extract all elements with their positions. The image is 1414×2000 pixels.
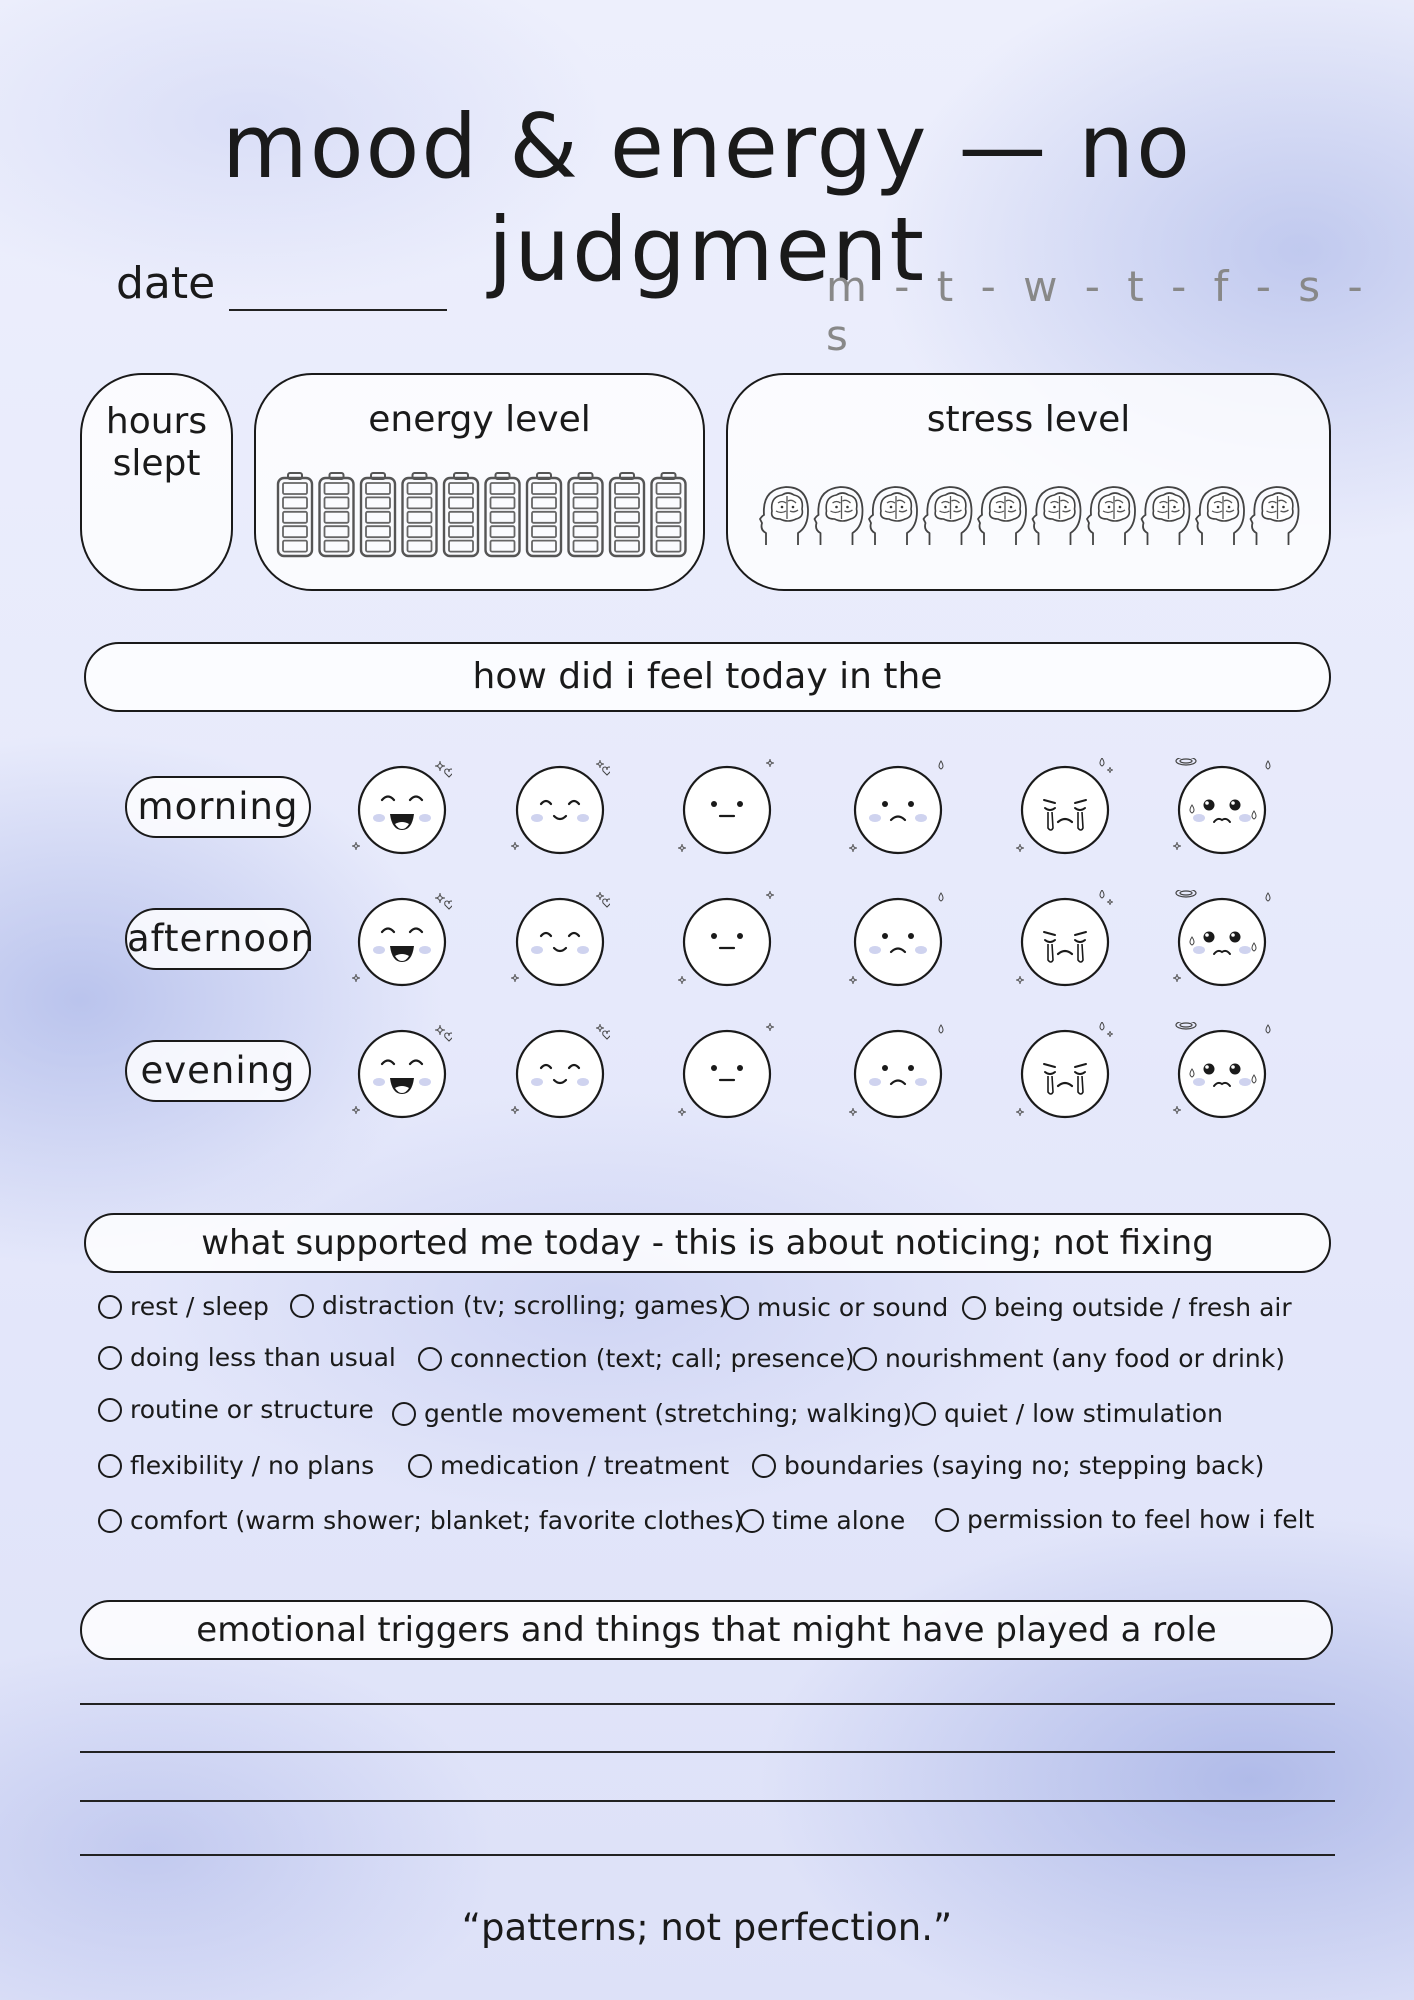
- battery-icon[interactable]: [569, 473, 603, 556]
- brain-head-icon[interactable]: [978, 487, 1026, 545]
- support-checkbox-item[interactable]: [98, 1506, 743, 1535]
- battery-icon[interactable]: [403, 473, 437, 556]
- sad-face-icon[interactable]: [848, 758, 948, 858]
- feel-header-label: how did i feel today in the: [472, 656, 943, 697]
- support-checkbox-item[interactable]: [392, 1399, 912, 1428]
- weekday-selector[interactable]: m - t - w - t - f - s - s: [826, 262, 1370, 360]
- support-item-label: medication / treatment: [440, 1451, 730, 1480]
- support-checkbox-item[interactable]: [98, 1395, 374, 1424]
- support-checkbox-item[interactable]: [98, 1292, 269, 1321]
- feel-header: [84, 642, 1331, 712]
- time-of-day-label: morning: [125, 776, 311, 838]
- brain-head-icon[interactable]: [924, 487, 972, 545]
- checkbox-circle-icon[interactable]: [98, 1398, 122, 1422]
- footer-quote: “patterns; not perfection.”: [461, 1906, 953, 1949]
- support-checkbox-item[interactable]: [98, 1343, 396, 1372]
- stress-level-label: stress level: [926, 399, 1131, 440]
- battery-icon[interactable]: [320, 473, 354, 556]
- battery-icon[interactable]: [444, 473, 478, 556]
- page-title: mood & energy — no judgment: [221, 95, 1192, 301]
- happy-face-icon[interactable]: [510, 758, 610, 858]
- happy-face-icon[interactable]: [510, 1022, 610, 1122]
- anxious-face-icon[interactable]: [1172, 890, 1272, 990]
- date-field[interactable]: [229, 309, 447, 311]
- crying-face-icon[interactable]: [1015, 758, 1115, 858]
- energy-level-label: energy level: [368, 399, 591, 440]
- support-item-label: boundaries (saying no; stepping back): [784, 1451, 1265, 1480]
- checkbox-circle-icon[interactable]: [935, 1508, 959, 1532]
- hours-slept-box[interactable]: [80, 373, 233, 591]
- neutral-face-icon[interactable]: [677, 1022, 777, 1122]
- support-header: [84, 1213, 1331, 1273]
- battery-icon[interactable]: [610, 473, 644, 556]
- sad-face-icon[interactable]: [848, 890, 948, 990]
- writing-line[interactable]: [80, 1854, 1335, 1856]
- energy-battery-row: [276, 471, 688, 559]
- support-item-label: routine or structure: [130, 1395, 374, 1424]
- anxious-face-icon[interactable]: [1172, 758, 1272, 858]
- support-checkbox-item[interactable]: [408, 1451, 729, 1480]
- support-item-label: comfort (warm shower; blanket; favorite clothes): [130, 1506, 744, 1535]
- stress-level-box: [726, 373, 1331, 591]
- checkbox-circle-icon[interactable]: [740, 1509, 764, 1533]
- triggers-header-label: emotional triggers and things that might have played a role: [196, 1610, 1217, 1650]
- checkbox-circle-icon[interactable]: [418, 1347, 442, 1371]
- support-item-label: permission to feel how i felt: [967, 1505, 1315, 1534]
- checkbox-circle-icon[interactable]: [725, 1296, 749, 1320]
- checkbox-circle-icon[interactable]: [392, 1402, 416, 1426]
- checkbox-circle-icon[interactable]: [98, 1295, 122, 1319]
- crying-face-icon[interactable]: [1015, 1022, 1115, 1122]
- checkbox-circle-icon[interactable]: [752, 1454, 776, 1478]
- checkbox-circle-icon[interactable]: [98, 1346, 122, 1370]
- battery-icon[interactable]: [527, 473, 561, 556]
- support-checkbox-item[interactable]: [962, 1293, 1292, 1322]
- support-checkbox-item[interactable]: [935, 1505, 1314, 1534]
- support-checkbox-item[interactable]: [853, 1344, 1285, 1373]
- brain-head-icon[interactable]: [869, 487, 917, 545]
- support-checkbox-item[interactable]: [98, 1451, 374, 1480]
- support-checkbox-item[interactable]: [290, 1291, 728, 1320]
- checkbox-circle-icon[interactable]: [853, 1347, 877, 1371]
- support-item-label: distraction (tv; scrolling; games): [322, 1291, 728, 1320]
- support-item-label: flexibility / no plans: [130, 1451, 375, 1480]
- neutral-face-icon[interactable]: [677, 890, 777, 990]
- laughing-face-icon[interactable]: [352, 1022, 452, 1122]
- support-checkbox-item[interactable]: [725, 1293, 948, 1322]
- writing-line[interactable]: [80, 1800, 1335, 1802]
- support-item-label: music or sound: [757, 1293, 949, 1322]
- laughing-face-icon[interactable]: [352, 890, 452, 990]
- stress-head-row: [758, 483, 1304, 553]
- checkbox-circle-icon[interactable]: [962, 1296, 986, 1320]
- brain-head-icon[interactable]: [1087, 487, 1135, 545]
- support-item-label: doing less than usual: [130, 1343, 396, 1372]
- support-item-label: connection (text; call; presence): [450, 1344, 855, 1373]
- sad-face-icon[interactable]: [848, 1022, 948, 1122]
- battery-icon[interactable]: [278, 473, 312, 556]
- writing-line[interactable]: [80, 1751, 1335, 1753]
- hours-slept-label: hours slept: [105, 401, 208, 484]
- checkbox-circle-icon[interactable]: [290, 1294, 314, 1318]
- brain-head-icon[interactable]: [760, 487, 808, 545]
- battery-icon[interactable]: [361, 473, 395, 556]
- support-item-label: quiet / low stimulation: [944, 1399, 1223, 1428]
- energy-level-box: [254, 373, 705, 591]
- battery-icon[interactable]: [652, 473, 686, 556]
- brain-head-icon[interactable]: [1251, 487, 1299, 545]
- checkbox-circle-icon[interactable]: [98, 1509, 122, 1533]
- checkbox-circle-icon[interactable]: [98, 1454, 122, 1478]
- support-checkbox-item[interactable]: [912, 1399, 1223, 1428]
- support-header-label: what supported me today - this is about noticing; not fixing: [201, 1223, 1214, 1263]
- brain-head-icon[interactable]: [815, 487, 863, 545]
- support-item-label: gentle movement (stretching; walking): [424, 1399, 913, 1428]
- date-label: date: [116, 258, 216, 309]
- neutral-face-icon[interactable]: [677, 758, 777, 858]
- time-of-day-label: afternoon: [125, 908, 311, 970]
- laughing-face-icon[interactable]: [352, 758, 452, 858]
- checkbox-circle-icon[interactable]: [912, 1402, 936, 1426]
- support-checkbox-item[interactable]: [740, 1506, 905, 1535]
- happy-face-icon[interactable]: [510, 890, 610, 990]
- anxious-face-icon[interactable]: [1172, 1022, 1272, 1122]
- writing-line[interactable]: [80, 1703, 1335, 1705]
- support-item-label: time alone: [772, 1506, 906, 1535]
- support-checkbox-item[interactable]: [418, 1344, 855, 1373]
- support-item-label: rest / sleep: [130, 1292, 269, 1321]
- support-item-label: nourishment (any food or drink): [885, 1344, 1285, 1373]
- brain-head-icon[interactable]: [1033, 487, 1081, 545]
- checkbox-circle-icon[interactable]: [408, 1454, 432, 1478]
- time-of-day-label: evening: [125, 1040, 311, 1102]
- brain-head-icon[interactable]: [1142, 487, 1190, 545]
- battery-icon[interactable]: [486, 473, 520, 556]
- support-checkbox-item[interactable]: [752, 1451, 1264, 1480]
- brain-head-icon[interactable]: [1196, 487, 1244, 545]
- triggers-header: [80, 1600, 1333, 1660]
- support-item-label: being outside / fresh air: [994, 1293, 1292, 1322]
- crying-face-icon[interactable]: [1015, 890, 1115, 990]
